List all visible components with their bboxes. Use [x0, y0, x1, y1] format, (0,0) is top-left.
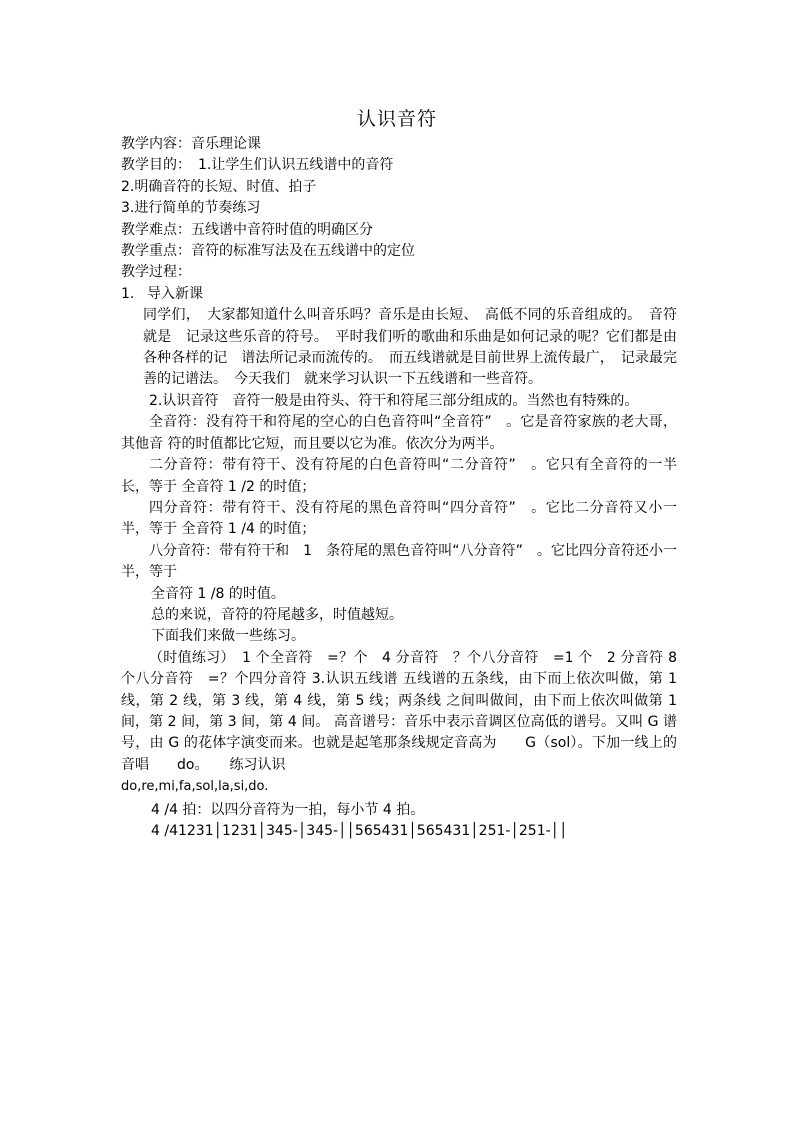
note-intro-paragraph: 2.认识音符 音符一般是由符头、符干和符尾三部分组成的。当然也有特殊的。: [149, 392, 639, 409]
teaching-content-line: 教学内容：音乐理论课: [121, 136, 261, 152]
solfege-line: do,re,mi,fa,sol,la,si,do.: [121, 779, 269, 795]
eighth-note-value-line: 全音符 1 /8 的时值。: [151, 585, 285, 602]
document-title: 认识音符: [356, 108, 437, 130]
exercise-paragraph: （时值练习） 1 个全音符 =？个 4 分音符 ？个八分音符 =1 个 2 分音符 8 个八分音符 =？个四分音符 3.认识五线谱 五线谱的五条线，由下而上依次叫做，第 1 线，第 2 线，第 3 线，第 4 线，第 5 线；两条线 之间叫做间，由下而上依次叫做第 1 间，第 2 间，第 3 间，第 4 间。 高音谱号：音乐中表示音调区位高低的谱号。又叫 G 谱号，由 G 的花体字演变而来。也就是起笔那条线规定音高为 G（sol）。下加一线上的音唱 do。 练习认识: [121, 649, 677, 773]
half-note-paragraph: 二分音符：带有符干、没有符尾的白色音符叫“二分音符” 。它只有全音符的一半长，等于 全音符 1 /2 的时值；: [121, 457, 677, 495]
time-signature-line: 4 /4 拍：以四分音符为一拍，每小节 4 拍。: [151, 801, 425, 818]
goal-2-line: 2.明确音符的长短、时值、拍子: [121, 178, 317, 195]
goal-3-line: 3.进行简单的节奏练习: [121, 200, 261, 217]
teaching-difficulty-line: 教学难点：五线谱中音符时值的明确区分: [121, 221, 373, 238]
document-body: [121, 134, 677, 842]
rhythm-exercise-line: 4 /41231│1231│345-│345-││565431│565431│251-│251-││: [151, 823, 568, 839]
teaching-goal-line: 教学目的： 1.让学生们认识五线谱中的音符: [121, 157, 394, 174]
intro-paragraph: 同学们， 大家都知道什么叫音乐吗？音乐是由长短、 高低不同的乐音组成的。 音符就是 记录这些乐音的符号。 平时我们听的歌曲和乐曲是如何记录的呢？它们都是由各种各样的记 谱法所记录而流传的。 而五线谱就是目前世界上流传最广， 记录最完善的记谱法。 今天我们 就来学习认识一下五线谱和一些音符。: [143, 307, 677, 388]
list-item: [121, 284, 677, 305]
list-text: 导入新课: [147, 285, 203, 302]
quarter-note-paragraph: 四分音符：带有符干、没有符尾的黑色音符叫“四分音符” 。它比二分音符又小一半，等于 全音符 1 /4 的时值；: [121, 499, 677, 538]
summary-line: 总的来说，音符的符尾越多，时值越短。: [151, 606, 403, 623]
teaching-process-line: 教学过程：: [121, 264, 191, 281]
eighth-note-paragraph: 八分音符：带有符干和 1 条符尾的黑色音符叫“八分音符” 。它比四分音符还小一半，等于: [121, 542, 677, 581]
list-number: 1.: [121, 285, 135, 302]
whole-note-paragraph: 全音符：没有符干和符尾的空心的白色音符叫“全音符” 。它是音符家族的老大哥，其他音 符的时值都比它短，而且要以它为准。依次分为两半。: [121, 414, 677, 452]
teaching-focus-line: 教学重点：音符的标准写法及在五线谱中的定位: [121, 243, 415, 260]
exercise-intro-line: 下面我们来做一些练习。: [151, 628, 305, 645]
